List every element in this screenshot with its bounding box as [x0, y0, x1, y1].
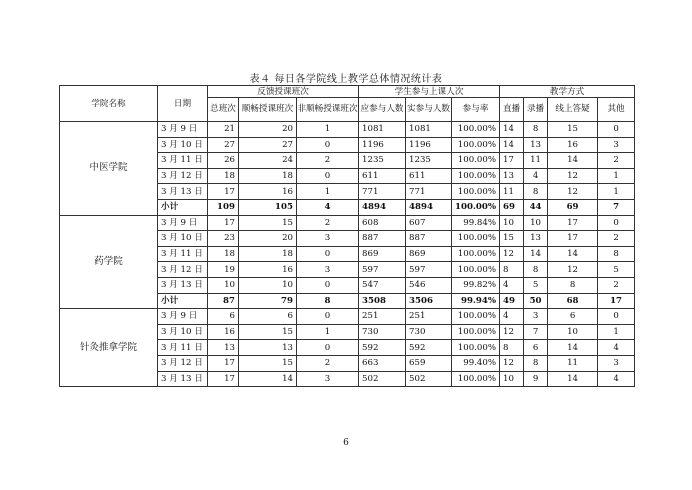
- header-feedback-group: 反馈授课班次: [208, 86, 359, 98]
- date-cell: 3 月 12 日: [158, 262, 208, 278]
- subtotal-label: 小计: [158, 293, 208, 309]
- table-cell: 4894: [359, 199, 406, 215]
- header-rate: 参与率: [452, 98, 500, 122]
- table-cell: 9: [524, 371, 548, 387]
- table-cell: 10: [500, 371, 524, 387]
- table-cell: 8: [598, 246, 635, 262]
- table-cell: 12: [500, 355, 524, 371]
- table-cell: 4: [500, 309, 524, 325]
- table-cell: 8: [524, 262, 548, 278]
- table-row: [60, 215, 635, 231]
- header-not-smooth: 非顺畅授课班次: [297, 98, 359, 122]
- table-cell: 100.00%: [452, 184, 500, 200]
- header-expected: 应参与人数: [359, 98, 406, 122]
- table-cell: 3: [598, 137, 635, 153]
- table-cell: 14: [548, 340, 598, 356]
- table-cell: 100.00%: [452, 309, 500, 325]
- table-cell: 8: [524, 122, 548, 138]
- table-cell: 13: [208, 340, 239, 356]
- table-cell: 27: [239, 137, 297, 153]
- table-cell: 27: [208, 137, 239, 153]
- table-cell: 17: [208, 184, 239, 200]
- table-cell: 4: [524, 168, 548, 184]
- table-cell: 13: [524, 231, 548, 247]
- table-cell: 7: [524, 324, 548, 340]
- table-cell: 16: [239, 262, 297, 278]
- table-cell: 4894: [406, 199, 452, 215]
- table-cell: 611: [359, 168, 406, 184]
- table-cell: 4: [297, 199, 359, 215]
- header-methods-group: 教学方式: [500, 86, 635, 98]
- table-cell: 592: [406, 340, 452, 356]
- table-cell: 18: [208, 246, 239, 262]
- table-cell: 1235: [359, 153, 406, 169]
- table-cell: 14: [239, 371, 297, 387]
- table-cell: 6: [239, 309, 297, 325]
- table-cell: 15: [239, 355, 297, 371]
- table-cell: 20: [239, 122, 297, 138]
- table-cell: 4: [500, 277, 524, 293]
- table-cell: 13: [239, 340, 297, 356]
- table-cell: 8: [524, 184, 548, 200]
- table-cell: 0: [297, 340, 359, 356]
- table-cell: 4: [598, 340, 635, 356]
- table-cell: 79: [239, 293, 297, 309]
- table-cell: 8: [500, 262, 524, 278]
- table-cell: 0: [297, 309, 359, 325]
- table-cell: 100.00%: [452, 137, 500, 153]
- college-name: 中医学院: [60, 122, 158, 216]
- header-live: 直播: [500, 98, 524, 122]
- table-cell: 730: [359, 324, 406, 340]
- table-cell: 10: [208, 277, 239, 293]
- table-cell: 2: [297, 355, 359, 371]
- table-cell: 99.94%: [452, 293, 500, 309]
- table-cell: 8: [500, 340, 524, 356]
- header-students-group: 学生参与上课人次: [359, 86, 500, 98]
- table-cell: 3: [297, 371, 359, 387]
- table-cell: 592: [359, 340, 406, 356]
- table-cell: 7: [598, 199, 635, 215]
- table-cell: 17: [208, 371, 239, 387]
- date-cell: 3 月 9 日: [158, 215, 208, 231]
- date-cell: 3 月 11 日: [158, 153, 208, 169]
- table-cell: 100.00%: [452, 199, 500, 215]
- table-cell: 100.00%: [452, 324, 500, 340]
- table-cell: 100.00%: [452, 231, 500, 247]
- table-cell: 109: [208, 199, 239, 215]
- table-cell: 99.82%: [452, 277, 500, 293]
- table-cell: 607: [406, 215, 452, 231]
- table-cell: 15: [239, 324, 297, 340]
- table-cell: 3506: [406, 293, 452, 309]
- table-cell: 69: [500, 199, 524, 215]
- table-cell: 5: [598, 262, 635, 278]
- header-college: 学院名称: [60, 86, 158, 122]
- table-cell: 8: [524, 355, 548, 371]
- table-cell: 3: [524, 309, 548, 325]
- table-cell: 16: [548, 137, 598, 153]
- header-other: 其他: [598, 98, 635, 122]
- table-cell: 659: [406, 355, 452, 371]
- table-cell: 20: [239, 231, 297, 247]
- date-cell: 3 月 10 日: [158, 324, 208, 340]
- header-qa: 线上答疑: [548, 98, 598, 122]
- table-cell: 502: [359, 371, 406, 387]
- table-cell: 887: [359, 231, 406, 247]
- table-cell: 11: [524, 153, 548, 169]
- table-cell: 8: [297, 293, 359, 309]
- table-cell: 597: [359, 262, 406, 278]
- table-cell: 4: [598, 371, 635, 387]
- table-cell: 17: [500, 153, 524, 169]
- table-cell: 23: [208, 231, 239, 247]
- table-cell: 1: [598, 324, 635, 340]
- table-cell: 18: [239, 246, 297, 262]
- table-cell: 15: [500, 231, 524, 247]
- table-cell: 0: [297, 168, 359, 184]
- table-cell: 2: [297, 153, 359, 169]
- table-cell: 8: [548, 277, 598, 293]
- date-cell: 3 月 13 日: [158, 277, 208, 293]
- table-cell: 3508: [359, 293, 406, 309]
- table-cell: 100.00%: [452, 340, 500, 356]
- table-cell: 100.00%: [452, 371, 500, 387]
- table-cell: 1235: [406, 153, 452, 169]
- table-cell: 26: [208, 153, 239, 169]
- table-cell: 17: [208, 355, 239, 371]
- date-cell: 3 月 13 日: [158, 184, 208, 200]
- table-cell: 2: [598, 231, 635, 247]
- table-cell: 17: [208, 215, 239, 231]
- table-cell: 100.00%: [452, 153, 500, 169]
- table-cell: 15: [239, 215, 297, 231]
- table-cell: 19: [208, 262, 239, 278]
- table-cell: 771: [406, 184, 452, 200]
- table-cell: 251: [406, 309, 452, 325]
- table-cell: 0: [297, 246, 359, 262]
- table-cell: 869: [406, 246, 452, 262]
- date-cell: 3 月 12 日: [158, 168, 208, 184]
- table-cell: 17: [598, 293, 635, 309]
- table-cell: 18: [239, 168, 297, 184]
- table-cell: 100.00%: [452, 168, 500, 184]
- table-cell: 13: [524, 137, 548, 153]
- table-cell: 2: [598, 153, 635, 169]
- date-cell: 3 月 11 日: [158, 340, 208, 356]
- subtotal-label: 小计: [158, 199, 208, 215]
- table-cell: 0: [297, 137, 359, 153]
- table-cell: 608: [359, 215, 406, 231]
- college-name: 针灸推拿学院: [60, 309, 158, 387]
- table-cell: 611: [406, 168, 452, 184]
- table-cell: 14: [524, 246, 548, 262]
- table-cell: 14: [548, 246, 598, 262]
- table-cell: 12: [500, 324, 524, 340]
- table-cell: 15: [548, 122, 598, 138]
- table-cell: 100.00%: [452, 122, 500, 138]
- stats-table: [59, 85, 635, 387]
- header-recorded: 录播: [524, 98, 548, 122]
- table-cell: 251: [359, 309, 406, 325]
- table-cell: 2: [297, 215, 359, 231]
- table-cell: 6: [548, 309, 598, 325]
- table-cell: 1081: [359, 122, 406, 138]
- table-cell: 0: [598, 215, 635, 231]
- table-cell: 1: [598, 168, 635, 184]
- table-cell: 3: [297, 262, 359, 278]
- table-cell: 10: [500, 215, 524, 231]
- table-cell: 1081: [406, 122, 452, 138]
- page-number: 6: [343, 438, 349, 448]
- table-cell: 17: [548, 215, 598, 231]
- date-cell: 3 月 10 日: [158, 231, 208, 247]
- table-cell: 99.40%: [452, 355, 500, 371]
- table-cell: 1: [598, 184, 635, 200]
- table-cell: 3: [598, 355, 635, 371]
- date-cell: 3 月 12 日: [158, 355, 208, 371]
- table-row: [60, 309, 635, 325]
- date-cell: 3 月 9 日: [158, 309, 208, 325]
- table-cell: 18: [208, 168, 239, 184]
- table-cell: 1: [297, 184, 359, 200]
- table-cell: 14: [548, 371, 598, 387]
- table-cell: 547: [359, 277, 406, 293]
- table-cell: 546: [406, 277, 452, 293]
- table-cell: 14: [548, 153, 598, 169]
- table-row: [60, 122, 635, 138]
- table-cell: 5: [524, 277, 548, 293]
- table-cell: 16: [239, 184, 297, 200]
- header-actual: 实参与人数: [406, 98, 452, 122]
- table-cell: 14: [500, 122, 524, 138]
- table-cell: 100.00%: [452, 262, 500, 278]
- table-cell: 502: [406, 371, 452, 387]
- table-cell: 14: [500, 137, 524, 153]
- table-cell: 0: [297, 277, 359, 293]
- table-cell: 1196: [406, 137, 452, 153]
- table-cell: 11: [548, 355, 598, 371]
- table-cell: 10: [548, 324, 598, 340]
- table-caption: 表４ 每日各学院线上教学总体情况统计表: [249, 74, 443, 85]
- table-cell: 99.84%: [452, 215, 500, 231]
- table-cell: 0: [598, 122, 635, 138]
- header-smooth: 顺畅授课班次: [239, 98, 297, 122]
- table-cell: 12: [548, 168, 598, 184]
- table-cell: 869: [359, 246, 406, 262]
- table-cell: 24: [239, 153, 297, 169]
- date-cell: 3 月 13 日: [158, 371, 208, 387]
- table-cell: 87: [208, 293, 239, 309]
- table-cell: 1196: [359, 137, 406, 153]
- table-cell: 1: [297, 122, 359, 138]
- header-date: 日期: [158, 86, 208, 122]
- date-cell: 3 月 11 日: [158, 246, 208, 262]
- table-cell: 3: [297, 231, 359, 247]
- table-cell: 100.00%: [452, 246, 500, 262]
- date-cell: 3 月 9 日: [158, 122, 208, 138]
- table-cell: 887: [406, 231, 452, 247]
- table-cell: 105: [239, 199, 297, 215]
- table-cell: 597: [406, 262, 452, 278]
- college-name: 药学院: [60, 215, 158, 309]
- table-cell: 10: [524, 215, 548, 231]
- table-cell: 69: [548, 199, 598, 215]
- table-cell: 68: [548, 293, 598, 309]
- table-cell: 13: [500, 168, 524, 184]
- table-cell: 16: [208, 324, 239, 340]
- table-cell: 17: [548, 231, 598, 247]
- header-total: 总班次: [208, 98, 239, 122]
- table-cell: 12: [548, 184, 598, 200]
- table-cell: 12: [500, 246, 524, 262]
- table-cell: 2: [598, 277, 635, 293]
- table-cell: 1: [297, 324, 359, 340]
- date-cell: 3 月 10 日: [158, 137, 208, 153]
- table-cell: 0: [598, 309, 635, 325]
- table-cell: 771: [359, 184, 406, 200]
- table-cell: 730: [406, 324, 452, 340]
- table-cell: 10: [239, 277, 297, 293]
- table-cell: 6: [524, 340, 548, 356]
- table-cell: 49: [500, 293, 524, 309]
- table-cell: 21: [208, 122, 239, 138]
- table-cell: 50: [524, 293, 548, 309]
- table-cell: 6: [208, 309, 239, 325]
- table-cell: 44: [524, 199, 548, 215]
- table-cell: 663: [359, 355, 406, 371]
- table-cell: 12: [548, 262, 598, 278]
- table-cell: 11: [500, 184, 524, 200]
